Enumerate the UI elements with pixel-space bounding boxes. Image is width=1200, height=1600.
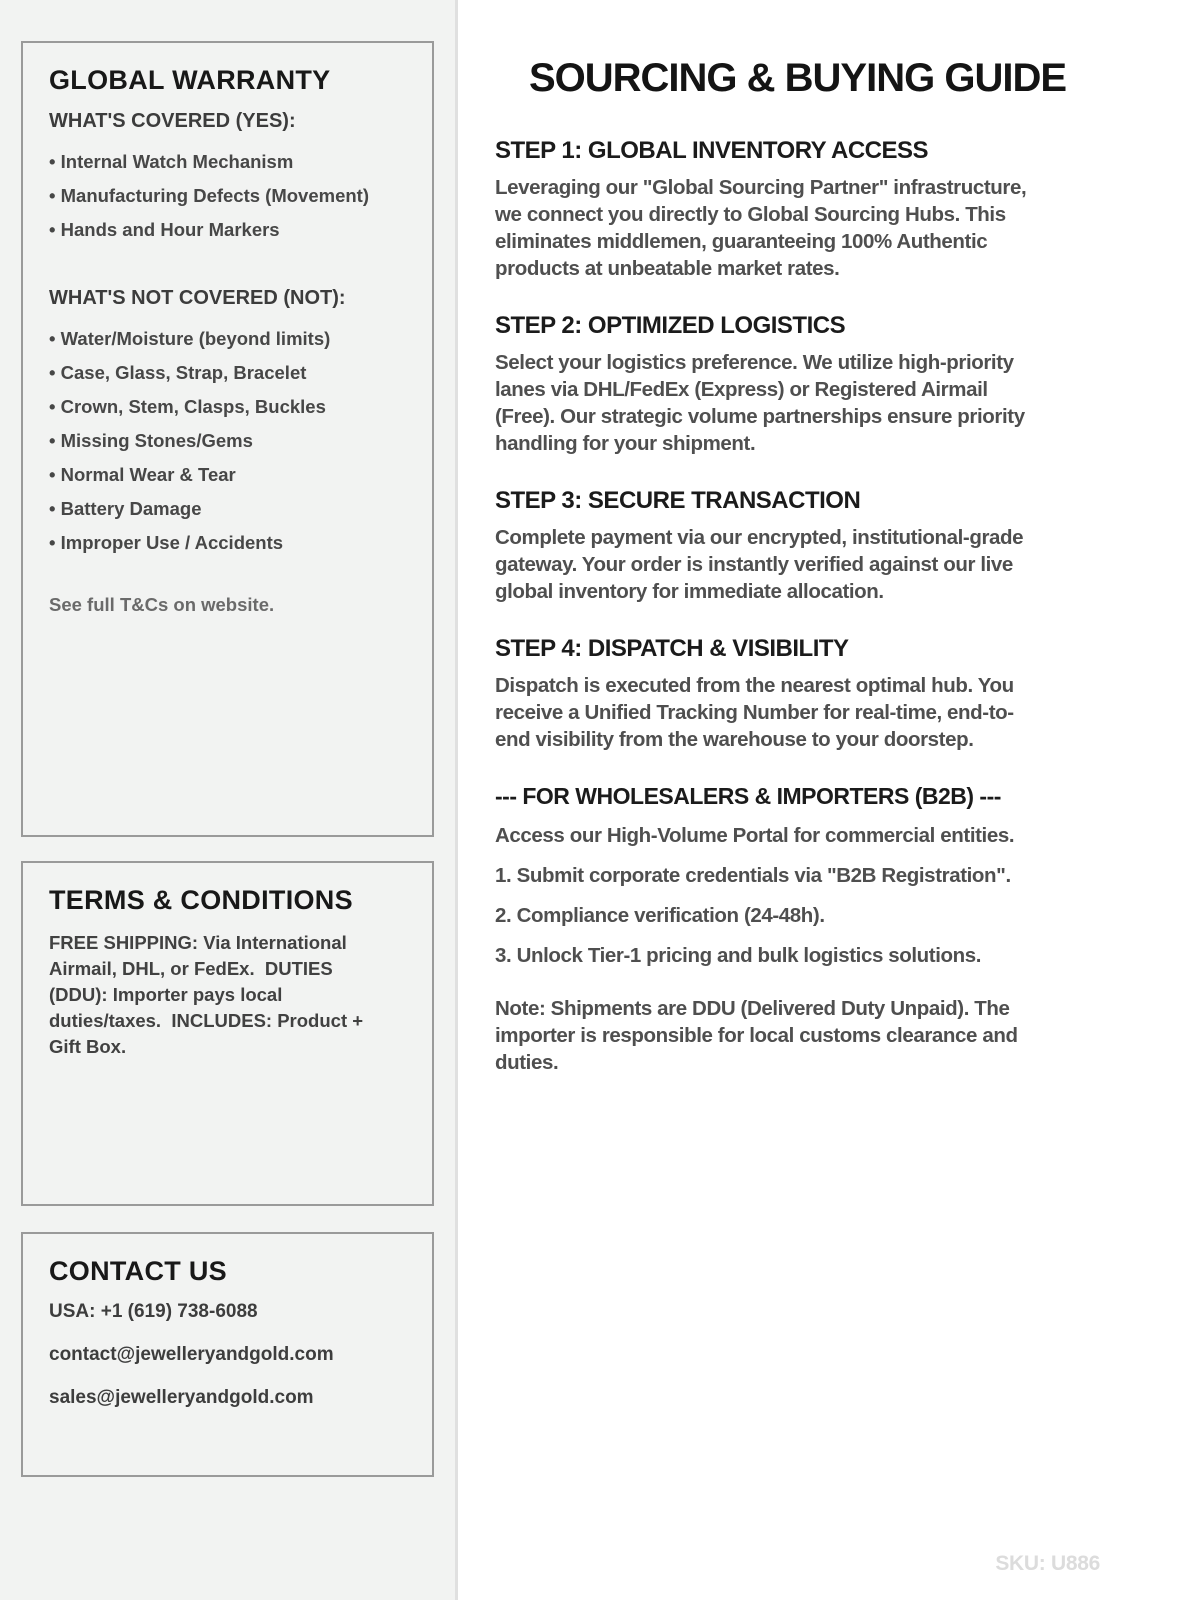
sku-label: SKU: U886 [995,1552,1100,1575]
step-1-body: Leveraging our "Global Sourcing Partner" infrastructure, we connect you directly to Global Sourcing Hubs. This eliminates middlemen, guaranteeing 100% Authentic products at unbeatable market rates. [495,176,1027,280]
b2b-section [495,783,1100,1076]
contact-phone: USA: +1 (619) 738-6088 [49,1301,258,1322]
list-item: • Battery Damage [49,492,406,526]
not-covered-list [49,322,406,560]
covered-heading: WHAT'S COVERED (YES): [49,110,296,132]
list-item: • Case, Glass, Strap, Bracelet [49,356,406,390]
step-3-body: Complete payment via our encrypted, institutional-grade gateway. Your order is instantly verified against our live global inventory for immediate allocation. [495,526,1024,603]
main-content [461,0,1200,1600]
sales-email: sales@jewelleryandgold.com [49,1387,314,1408]
terms-conditions-panel [21,861,434,1206]
list-item: • Crown, Stem, Clasps, Buckles [49,390,406,424]
b2b-heading: --- FOR WHOLESALERS & IMPORTERS (B2B) --- [495,783,1001,809]
step-3-heading: STEP 3: SECURE TRANSACTION [495,487,861,514]
step-2-section [495,312,1100,457]
contact-us-panel [21,1232,434,1477]
list-item: • Improper Use / Accidents [49,526,406,560]
not-covered-heading: WHAT'S NOT COVERED (NOT): [49,287,346,309]
global-warranty-panel [21,41,434,837]
step-1-section [495,137,1100,282]
page-title: SOURCING & BUYING GUIDE [528,56,1067,100]
step-3-section [495,487,1100,605]
b2b-intro: Access our High-Volume Portal for commercial entities. [495,824,1015,847]
step-4-body: Dispatch is executed from the nearest optimal hub. You receive a Unified Tracking Number for real-time, end-to-end visibility from the warehouse to your doorstep. [495,674,1014,751]
list-item: • Hands and Hour Markers [49,213,406,247]
b2b-note: Note: Shipments are DDU (Delivered Duty Unpaid). The importer is responsible for local customs clearance and duties. [495,997,1018,1074]
covered-list [49,145,406,247]
warranty-title: GLOBAL WARRANTY [49,65,331,95]
contact-email: contact@jewelleryandgold.com [49,1344,334,1365]
list-item: • Missing Stones/Gems [49,424,406,458]
warranty-footnote: See full T&Cs on website. [49,594,275,615]
list-item: • Normal Wear & Tear [49,458,406,492]
step-1-heading: STEP 1: GLOBAL INVENTORY ACCESS [495,137,929,164]
list-item: • Internal Watch Mechanism [49,145,406,179]
list-item: • Manufacturing Defects (Movement) [49,179,406,213]
terms-body: FREE SHIPPING: Via International Airmail, DHL, or FedEx. DUTIES (DDU): Importer pays local duties/taxes. INCLUDES: Product + Gift Box. [49,932,369,1057]
step-4-section [495,635,1100,753]
left-sidebar [0,0,458,1600]
step-2-body: Select your logistics preference. We utilize high-priority lanes via DHL/FedEx (Express) or Registered Airmail (Free). Our strategic volume partnerships ensure priority handling for your shipment. [495,351,1025,455]
step-4-heading: STEP 4: DISPATCH & VISIBILITY [495,635,849,662]
b2b-item-1: 1. Submit corporate credentials via "B2B Registration". [495,864,1011,887]
b2b-item-3: 3. Unlock Tier-1 pricing and bulk logistics solutions. [495,944,982,967]
contact-title: CONTACT US [49,1256,227,1286]
step-2-heading: STEP 2: OPTIMIZED LOGISTICS [495,312,846,339]
b2b-item-2: 2. Compliance verification (24-48h). [495,904,825,927]
list-item: • Water/Moisture (beyond limits) [49,322,406,356]
terms-title: TERMS & CONDITIONS [49,885,353,915]
